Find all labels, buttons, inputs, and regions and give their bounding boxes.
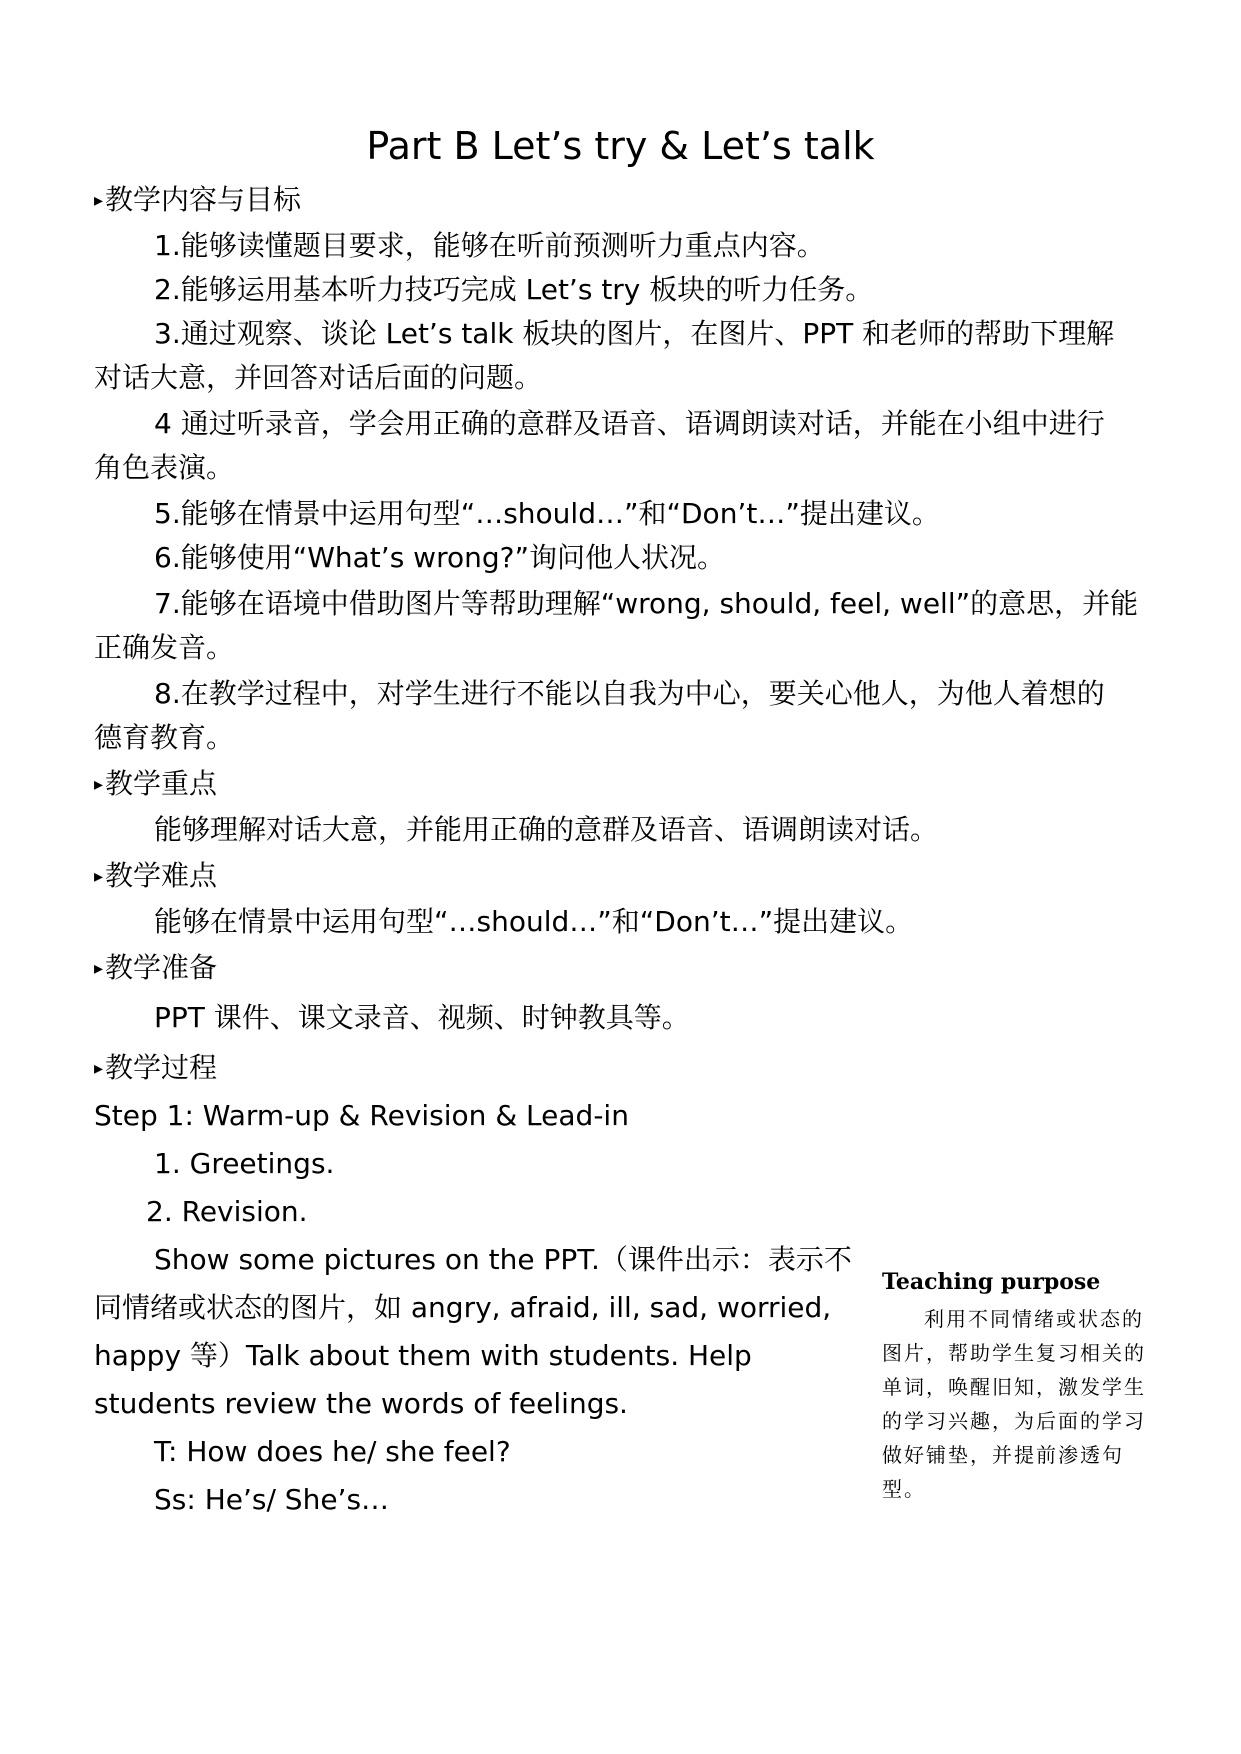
key-point-text: 能够理解对话大意，并能用正确的意群及语音、语调朗读对话。: [154, 813, 939, 846]
step-paragraph-line: happy 等）Talk about them with students. Help: [94, 1339, 752, 1372]
goal-item: 5.能够在情景中运用句型“…should…”和“Don’t…”提出建议。: [154, 497, 940, 530]
goal-item-continued: 对话大意，并回答对话后面的问题。: [94, 361, 543, 394]
section-heading-label: 教学重点: [105, 767, 218, 800]
bullet-marker: ▸: [94, 1058, 104, 1079]
section-heading-label: 教学内容与目标: [105, 183, 302, 216]
section-heading-label: 教学准备: [105, 951, 218, 984]
section-heading-label: 教学过程: [105, 1051, 218, 1084]
bullet-marker: ▸: [94, 958, 104, 979]
dialog-teacher: T: How does he/ she feel?: [154, 1435, 511, 1468]
section-heading-process: [94, 1044, 217, 1093]
goal-item: 6.能够使用“What’s wrong?”询问他人状况。: [154, 541, 725, 574]
step-paragraph-line: 同情绪或状态的图片，如 angry, afraid, ill, sad, worried,: [94, 1291, 832, 1324]
dialog-students: Ss: He’s/ She’s…: [154, 1483, 390, 1516]
goal-item: 3.通过观察、谈论 Let’s talk 板块的图片，在图片、PPT 和老师的帮助下理解: [154, 317, 1115, 350]
goal-item: 4 通过听录音，学会用正确的意群及语音、语调朗读对话，并能在小组中进行: [154, 407, 1105, 440]
goal-item-continued: 角色表演。: [94, 451, 235, 484]
teaching-purpose-title: Teaching purpose: [882, 1269, 1101, 1295]
bullet-marker: ▸: [94, 774, 104, 795]
step-paragraph-line: students review the words of feelings.: [94, 1387, 628, 1420]
goal-item: 2.能够运用基本听力技巧完成 Let’s try 板块的听力任务。: [154, 273, 874, 306]
step-paragraph-line: Show some pictures on the PPT.（课件出示：表示不: [154, 1243, 852, 1276]
bullet-marker: ▸: [94, 190, 104, 211]
prep-text: PPT 课件、课文录音、视频、时钟教具等。: [154, 1001, 690, 1034]
section-heading-prep: [94, 944, 217, 993]
goal-item-continued: 德育教育。: [94, 721, 235, 754]
step-item: 2. Revision.: [146, 1195, 308, 1228]
difficulty-text: 能够在情景中运用句型“…should…”和“Don’t…”提出建议。: [154, 905, 914, 938]
step-heading: Step 1: Warm-up & Revision & Lead-in: [94, 1099, 629, 1132]
goal-item: 1.能够读懂题目要求，能够在听前预测听力重点内容。: [154, 229, 825, 262]
section-heading-label: 教学难点: [105, 859, 218, 892]
goal-item: 7.能够在语境中借助图片等帮助理解“wrong, should, feel, well”的意思，并能: [154, 587, 1139, 620]
bullet-marker: ▸: [94, 866, 104, 887]
goal-item-continued: 正确发音。: [94, 631, 235, 664]
section-heading-goals: [94, 176, 301, 225]
section-heading-difficulty: [94, 852, 217, 901]
page-title: Part B Let’s try & Let’s talk: [366, 124, 875, 168]
teaching-purpose-text: 利用不同情绪或状态的图片，帮助学生复习相关的单词，唤醒旧知，激发学生的学习兴趣，为后面的学习做好铺垫，并提前渗透句型。: [882, 1307, 1146, 1501]
section-heading-key: [94, 760, 217, 809]
step-item: 1. Greetings.: [154, 1147, 335, 1180]
goal-item: 8.在教学过程中，对学生进行不能以自我为中心，要关心他人，为他人着想的: [154, 677, 1105, 710]
